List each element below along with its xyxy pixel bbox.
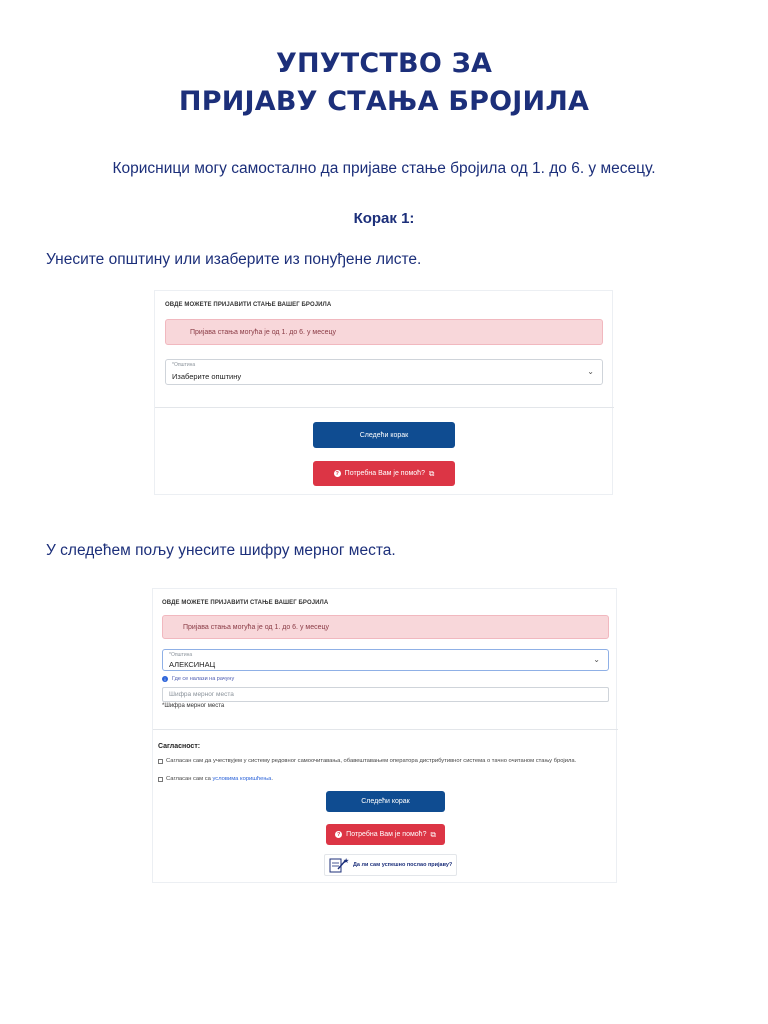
- municipality-select[interactable]: [162, 649, 609, 671]
- date-alert: [162, 615, 609, 639]
- question-circle-icon: ?: [336, 831, 341, 838]
- screenshot-step1: [154, 290, 613, 495]
- date-alert-text: Пријава стања могућа је од 1. до 6. у месецу: [190, 328, 336, 336]
- meter-code-input[interactable]: [162, 687, 609, 702]
- consent-checkbox-2[interactable]: [158, 777, 163, 782]
- form-header: ОВДЕ МОЖЕТЕ ПРИЈАВИТИ СТАЊЕ ВАШЕГ БРОЈИЛА: [162, 600, 329, 606]
- instruction-1: Унесите општину или изаберите из понуђене листе.: [46, 251, 422, 268]
- info-icon: i: [162, 676, 168, 682]
- date-alert-text: Пријава стања могућа је од 1. до 6. у месецу: [183, 623, 329, 631]
- next-step-button[interactable]: [313, 422, 455, 448]
- meter-code-placeholder: Шифра мерног места: [169, 691, 234, 698]
- external-link-icon: ⧉: [428, 468, 435, 478]
- consent-text-2-suffix: .: [271, 776, 273, 782]
- form-header: ОВДЕ МОЖЕТЕ ПРИЈАВИТИ СТАЊЕ ВАШЕГ БРОЈИЛА: [165, 302, 332, 308]
- municipality-label: *Општина: [172, 362, 196, 368]
- document-title-line2: ПРИЈАВУ СТАЊА БРОЈИЛА: [178, 86, 590, 117]
- consent-row-2[interactable]: [158, 775, 273, 784]
- municipality-value: АЛЕКСИНАЦ: [169, 660, 216, 669]
- bill-location-text: Где се налази на рачуну: [172, 676, 235, 682]
- next-step-label: Следећи корак: [359, 431, 409, 439]
- submission-check-text: Да ли сам успешно послао пријаву?: [353, 862, 453, 868]
- submission-check-link[interactable]: [324, 854, 457, 876]
- consent-text-1: Сагласан сам да учествујем у систему редовног самоочитавања, обавештавањем оператора дистрибутивног система о тачно очитаном стању бројила.: [166, 758, 577, 764]
- consent-title: Сагласност:: [158, 743, 201, 750]
- bill-location-link[interactable]: [162, 676, 234, 682]
- instruction-2: У следећем пољу унесите шифру мерног места.: [46, 542, 396, 559]
- consent-checkbox-1[interactable]: [158, 759, 163, 764]
- help-button-label: Потребна Вам је помоћ?: [344, 470, 425, 477]
- question-circle-icon: ?: [335, 470, 339, 477]
- help-button[interactable]: [326, 824, 445, 845]
- meter-code-label: *Шифра мерног места: [162, 703, 225, 709]
- step-label: Корак 1:: [353, 210, 415, 227]
- help-button-label: Потребна Вам је помоћ?: [346, 831, 427, 838]
- consent-text-2-prefix: Сагласан сам са: [166, 776, 213, 782]
- divider: [155, 407, 614, 408]
- chevron-down-icon: ⌄: [593, 655, 600, 664]
- municipality-value: Изаберите општину: [172, 372, 242, 381]
- municipality-select[interactable]: [165, 359, 603, 385]
- divider: [153, 729, 618, 730]
- terms-link[interactable]: условима коришћења: [212, 776, 272, 782]
- consent-row-1[interactable]: [158, 757, 598, 766]
- svg-text:★: ★: [343, 857, 349, 865]
- external-link-icon: ⧉: [430, 829, 436, 839]
- help-button[interactable]: [313, 461, 455, 486]
- document-check-icon: [329, 857, 349, 873]
- intro-text: Корисници могу самостално да пријаве стање бројила од 1. до 6. у месецу.: [112, 160, 656, 177]
- next-step-button[interactable]: [326, 791, 445, 812]
- next-step-label: Следећи корак: [361, 798, 410, 805]
- municipality-label: *Општина: [169, 652, 193, 658]
- chevron-down-icon: ⌄: [587, 367, 594, 376]
- screenshot-step2: [152, 588, 617, 883]
- date-alert: [165, 319, 603, 345]
- document-title-line1: УПУТСТВО ЗА: [275, 48, 493, 79]
